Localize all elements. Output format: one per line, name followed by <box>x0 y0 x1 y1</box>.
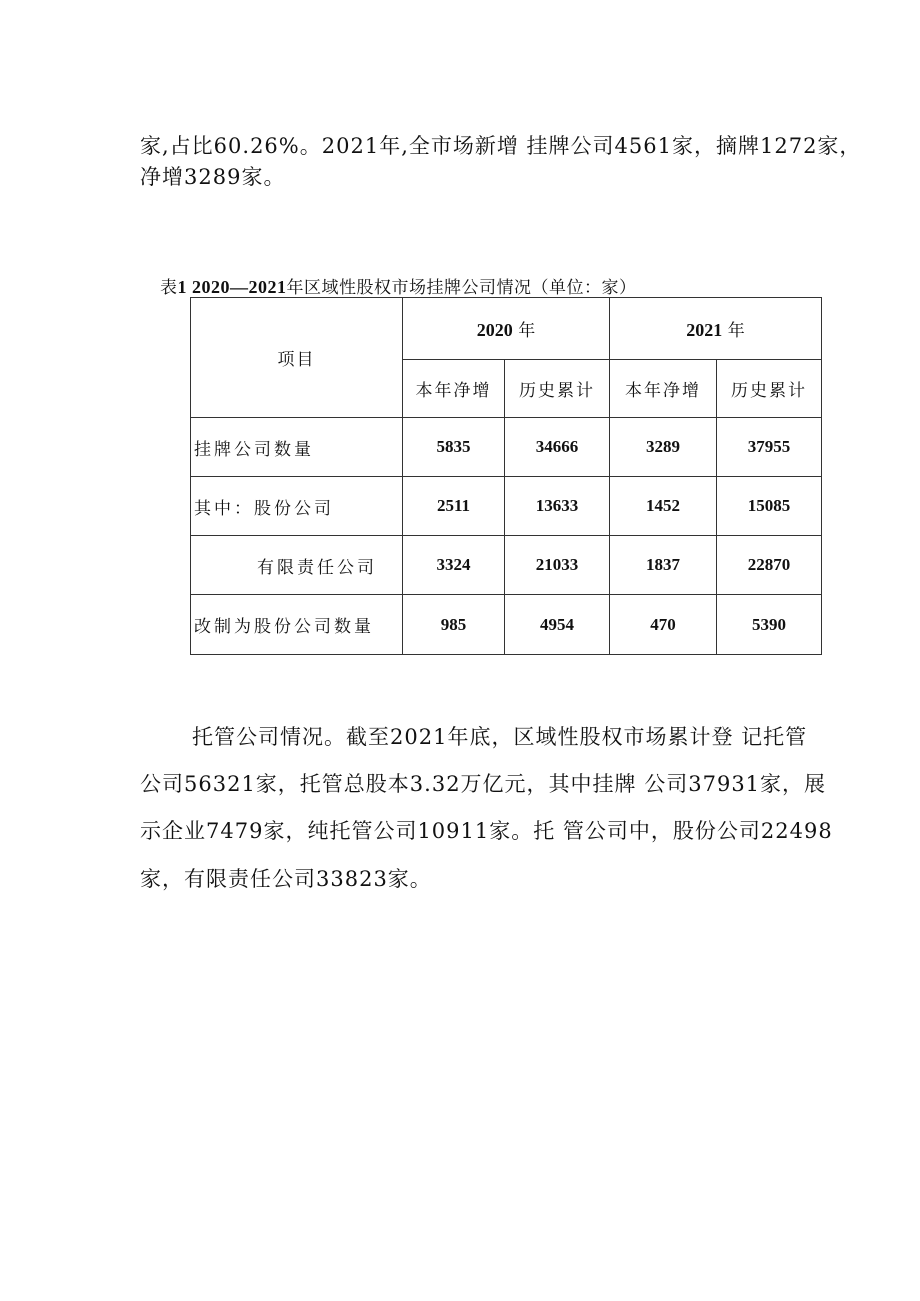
table-row <box>191 595 822 655</box>
table-row <box>191 536 822 595</box>
year-2020: 2020 <box>476 320 513 340</box>
table-cell: 5835 <box>403 418 505 477</box>
row-label: 改制为股份公司数量 <box>191 595 403 655</box>
intro-line-2: 净增3289家。 <box>140 165 286 189</box>
table-cell: 22870 <box>717 536 822 595</box>
year-2020-suffix: 年 <box>512 321 536 341</box>
subheader-2021-net: 本年净增 <box>610 360 717 418</box>
row-label: 其中：股份公司 <box>191 477 403 536</box>
table-cell: 470 <box>610 595 717 655</box>
custody-line-1: 托管公司情况。截至2021年底，区域性股权市场累计登 记托管 <box>192 725 808 749</box>
table-cell: 13633 <box>505 477 610 536</box>
subheader-2020-net: 本年净增 <box>403 360 505 418</box>
row-label: 挂牌公司数量 <box>191 418 403 477</box>
table-cell: 37955 <box>717 418 822 477</box>
caption-number: 1 2020—2021 <box>177 277 287 297</box>
caption-text: 年区域性股权市场挂牌公司情况（单位：家） <box>286 278 637 298</box>
table-cell: 2511 <box>403 477 505 536</box>
listed-companies-table <box>190 297 822 655</box>
custody-line-4: 家，有限责任公司33823家。 <box>140 867 432 891</box>
header-year-2020 <box>403 298 610 360</box>
table-caption <box>160 273 637 298</box>
table-header-row-years <box>191 298 822 360</box>
table-cell: 1452 <box>610 477 717 536</box>
table-cell: 3324 <box>403 536 505 595</box>
table-cell: 21033 <box>505 536 610 595</box>
caption-prefix: 表 <box>160 278 178 298</box>
table-cell: 4954 <box>505 595 610 655</box>
header-year-2021 <box>610 298 822 360</box>
year-2021: 2021 <box>686 320 723 340</box>
row-label: 有限责任公司 <box>191 536 403 595</box>
header-project: 项目 <box>191 298 403 418</box>
table-row <box>191 418 822 477</box>
table-cell: 34666 <box>505 418 610 477</box>
subheader-2020-total: 历史累计 <box>505 360 610 418</box>
table-cell: 985 <box>403 595 505 655</box>
custody-line-2: 公司56321家，托管总股本3.32万亿元，其中挂牌 公司37931家，展 <box>140 772 827 796</box>
subheader-2021-total: 历史累计 <box>717 360 822 418</box>
table-row <box>191 477 822 536</box>
table-cell: 1837 <box>610 536 717 595</box>
table-cell: 15085 <box>717 477 822 536</box>
table-cell: 5390 <box>717 595 822 655</box>
table-cell: 3289 <box>610 418 717 477</box>
custody-line-3: 示企业7479家，纯托管公司10911家。托 管公司中，股份公司22498 <box>140 819 833 843</box>
year-2021-suffix: 年 <box>722 321 745 341</box>
intro-line-1: 家,占比60.26%。2021年,全市场新增 挂牌公司4561家，摘牌1272家， <box>140 134 862 158</box>
